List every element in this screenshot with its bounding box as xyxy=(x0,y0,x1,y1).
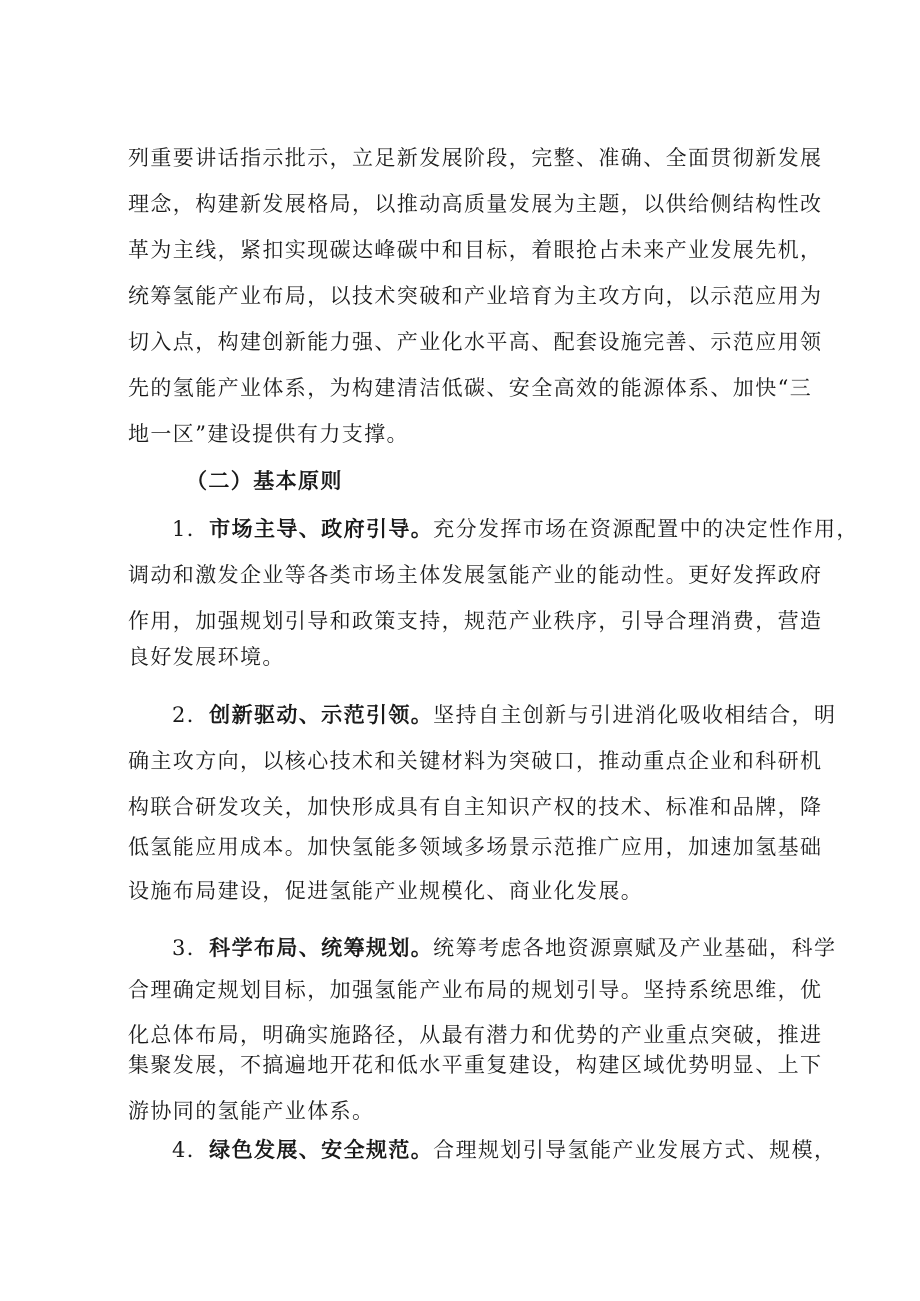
principle-number: 1． xyxy=(172,517,210,541)
principle-title: 绿色发展、安全规范。 xyxy=(209,1137,434,1162)
paragraph-line: 调动和激发企业等各类市场主体发展氢能产业的能动性。更好发挥政府 xyxy=(128,563,823,587)
paragraph-line: 作用，加强规划引导和政策支持，规范产业秩序，引导合理消费，营造 xyxy=(128,609,823,633)
paragraph-line: 统筹氢能产业布局，以技术突破和产业培育为主攻方向，以示范应用为 xyxy=(128,284,823,308)
paragraph-line: 构联合研发攻关，加快形成具有自主知识产权的技术、标准和品牌，降 xyxy=(128,795,823,819)
principle-number: 2． xyxy=(172,703,210,727)
principle-text: 统筹考虑各地资源禀赋及产业基础，科学 xyxy=(433,936,837,960)
paragraph-line: 地一区”建设提供有力支撑。 xyxy=(128,422,409,446)
paragraph-line: 切入点，构建创新能力强、产业化水平高、配套设施完善、示范应用领 xyxy=(128,330,823,354)
principle-title: 科学布局、统筹规划。 xyxy=(209,935,434,960)
paragraph-line: 理念，构建新发展格局，以推动高质量发展为主题，以供给侧结构性改 xyxy=(128,192,823,216)
paragraph-line: 确主攻方向，以核心技术和关键材料为突破口，推动重点企业和科研机 xyxy=(128,749,823,773)
principle-first-line xyxy=(172,514,859,544)
principle-number: 3． xyxy=(172,936,210,960)
paragraph-line: 集聚发展，不搞遍地开花和低水平重复建设，构建区域优势明显、上下 xyxy=(128,1053,823,1077)
principle-first-line xyxy=(172,1135,837,1165)
paragraph-line: 良好发展环境。 xyxy=(128,645,285,669)
paragraph-line: 列重要讲话指示批示，立足新发展阶段，完整、准确、全面贯彻新发展 xyxy=(128,146,823,170)
paragraph-line: 设施布局建设，促进氢能产业规模化、商业化发展。 xyxy=(128,879,644,903)
principle-title: 市场主导、政府引导。 xyxy=(209,516,434,541)
paragraph-line: 合理确定规划目标，加强氢能产业布局的规划引导。坚持系统思维，优 xyxy=(128,978,823,1002)
paragraph-line: 化总体布局，明确实施路径，从最有潜力和优势的产业重点突破，推进 xyxy=(128,1023,823,1047)
paragraph-line: 游协同的氢能产业体系。 xyxy=(128,1099,375,1123)
principle-title: 创新驱动、示范引领。 xyxy=(209,702,434,727)
principle-text: 合理规划引导氢能产业发展方式、规模， xyxy=(433,1138,837,1162)
paragraph-line: 革为主线，紧扣实现碳达峰碳中和目标，着眼抢占未来产业发展先机， xyxy=(128,238,823,262)
principle-text: 坚持自主创新与引进消化吸收相结合，明 xyxy=(433,703,837,727)
principle-text: 充分发挥市场在资源配置中的决定性作用， xyxy=(433,517,859,541)
paragraph-line: 先的氢能产业体系，为构建清洁低碳、安全高效的能源体系、加快“三 xyxy=(128,376,813,400)
paragraph-line: 低氢能应用成本。加快氢能多领域多场景示范推广应用，加速加氢基础 xyxy=(128,835,823,859)
principle-first-line xyxy=(172,933,837,963)
principle-first-line xyxy=(172,700,837,730)
section-heading: （二）基本原则 xyxy=(186,468,343,493)
principle-number: 4． xyxy=(172,1138,210,1162)
